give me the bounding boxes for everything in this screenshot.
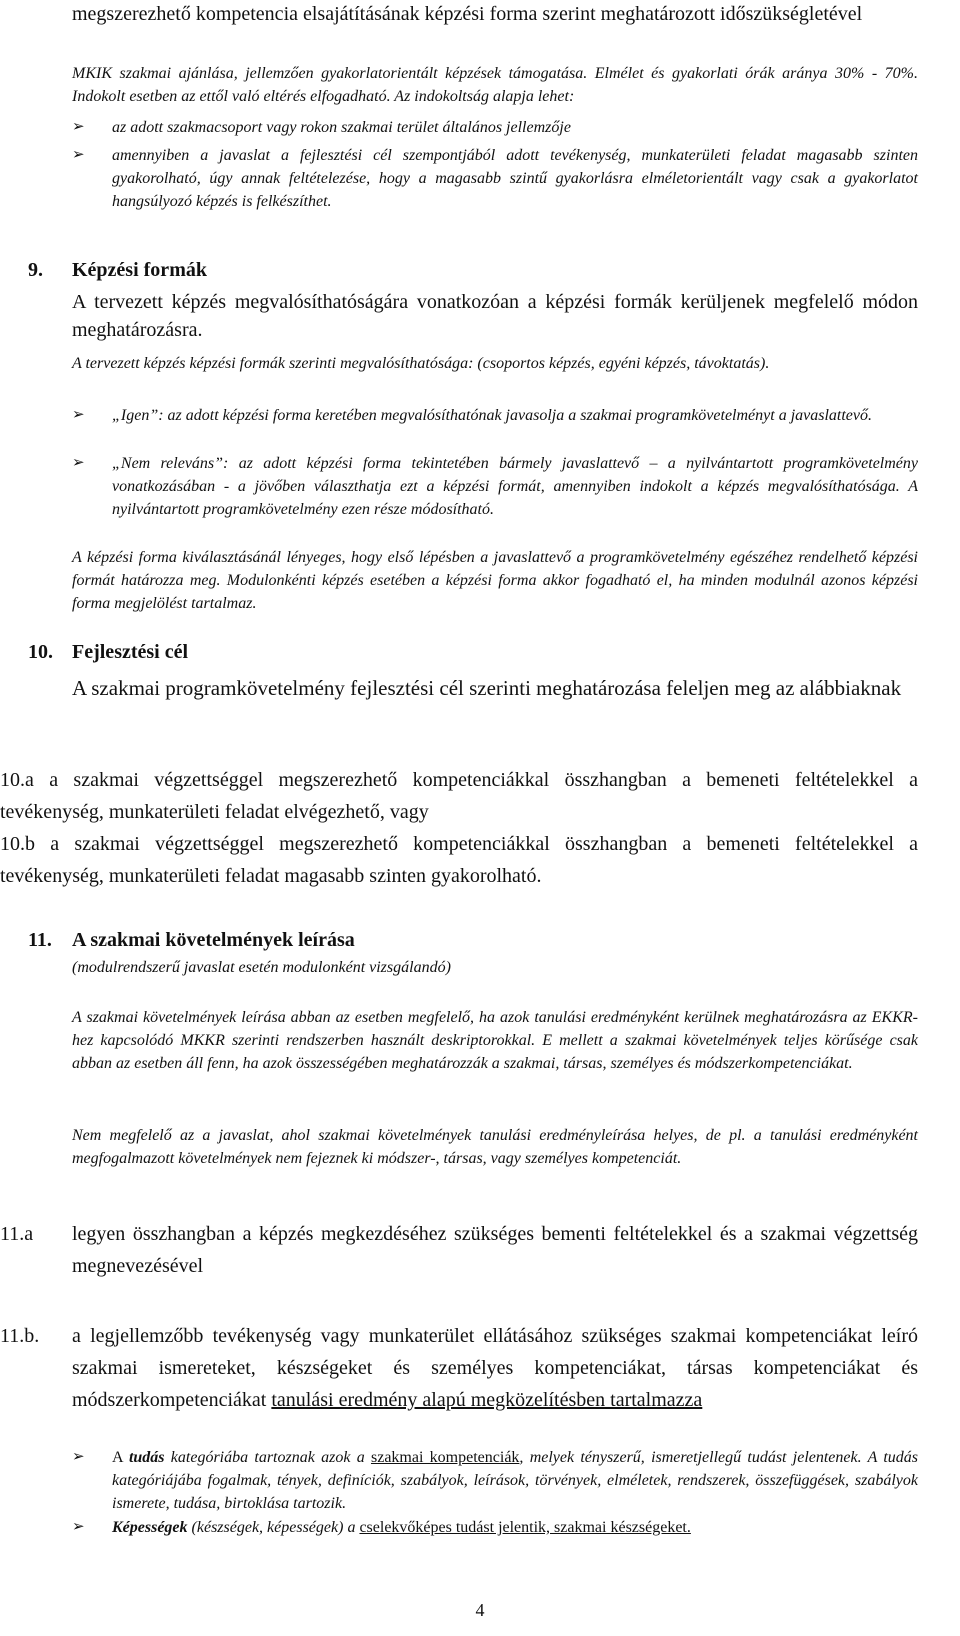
arrow-bullet-icon: ➢ — [72, 407, 85, 423]
section-10-intro: A szakmai programkövetelmény fejlesztési cél szerinti meghatározása feleljen meg az alábbiaknak — [72, 676, 902, 700]
bullet-text: „Igen”: az adott képzési forma keretében megvalósíthatónak javasolja a szakmai programkövetelményt a javaslattevő. — [112, 407, 872, 424]
bullet-item — [72, 452, 918, 521]
arrow-bullet-icon: ➢ — [72, 1449, 85, 1465]
section-11a — [0, 1218, 918, 1282]
section-9-note: A képzési forma kiválasztásánál lényeges, hogy első lépésben a javaslattevő a programkövetelmény egészéhez rendelhető képzési formát határozza meg. Modulonkénti képzés esetében a képzési forma akkor fogadható el, ha minden modulnál azonos képzési forma megjelölést tartalmaz. — [72, 549, 918, 612]
bullet-item — [72, 1516, 918, 1539]
item-text: a legjellemzőbb tevékenység vagy munkaterület ellátásához szükséges szakmai kompetenciákat leíró szakmai ismereteket, készségeket és személyes kompetenciákat, társas kompetenciákat és módszerkompetenciákat — [72, 1325, 918, 1411]
section-10-heading — [28, 638, 918, 666]
bullet-text-bold: tudás — [128, 1449, 165, 1466]
item-label: 11.a — [0, 1223, 34, 1245]
arrow-bullet-icon: ➢ — [72, 147, 85, 163]
bullet-item — [72, 1446, 918, 1515]
item-label: 11.b. — [0, 1325, 40, 1347]
bullet-item — [72, 144, 918, 213]
arrow-bullet-icon: ➢ — [72, 119, 85, 135]
section-number: 11. — [28, 929, 52, 951]
section-title: A szakmai követelmények leírása — [72, 929, 355, 951]
bullet-text-underlined: cselekvőképes tudást jelentik, szakmai készségeket. — [359, 1519, 691, 1536]
bullet-text: amennyiben a javaslat a fejlesztési cél szempontjából adott tevékenység, munkaterületi feladat magasabb szinten gyakorolható, úgy annak feltételezése, hogy a magasabb szintű gyakorlásra elméletorientált vagy csak a gyakorlatot hangsúlyozó képzés is felkészíthet. — [112, 147, 918, 210]
section-9-heading — [28, 256, 918, 284]
item-text-underlined: tanulási eredmény alapú megközelítésben tartalmazza — [271, 1389, 703, 1411]
bullet-text: kategóriába tartoznak azok a — [164, 1449, 371, 1466]
item-text: legyen összhangban a képzés megkezdéséhez szükséges bementi feltételekkel és a szakmai végzettség megnevezésével — [72, 1223, 918, 1277]
section-11-subtitle: (modulrendszerű javaslat esetén modulonként vizsgálandó) — [72, 959, 451, 976]
section-number: 9. — [28, 259, 43, 281]
section-9-sub: A tervezett képzés képzési formák szerinti megvalósíthatósága: (csoportos képzés, egyéni képzés, távoktatás). — [72, 355, 770, 372]
section-10a: 10.a a szakmai végzettséggel megszerezhető kompetenciákkal összhangban a bemeneti feltételekkel a tevékenység, munkaterületi feladat elvégezhető, vagy — [0, 769, 918, 823]
section-11-paragraph: A szakmai követelmények leírása abban az esetben megfelelő, ha azok tanulási eredményként kerülnek meghatározásra az EKKR-hez kapcsolódó MKKR szerinti rendszerben használt deskriptorokkal. E mellett a szakmai követelmények teljes körűsége csak abban az esetben áll fenn, ha azok összességében meghatározzák a szakmai, társas, személyes és módszerkompetenciákat. — [72, 1009, 918, 1072]
bullet-text-underlined: szakmai kompetenciák — [370, 1449, 520, 1466]
bullet-text: A — [112, 1449, 129, 1466]
section-11-heading — [28, 926, 918, 954]
top-line: megszerezhető kompetencia elsajátításának képzési forma szerint meghatározott időszükségletével — [72, 3, 863, 25]
section-10b: 10.b a szakmai végzettséggel megszerezhető kompetenciákkal összhangban a bemeneti feltételekkel a tevékenység, munkaterületi feladat magasabb szinten gyakorolható. — [0, 833, 918, 887]
bullet-text-bold: Képességek — [112, 1519, 188, 1536]
bullet-item — [72, 116, 918, 139]
bullet-text: az adott szakmacsoport vagy rokon szakmai terület általános jellemzője — [112, 119, 571, 136]
section-title: Fejlesztési cél — [72, 641, 189, 663]
section-9-intro: A tervezett képzés megvalósíthatóságára vonatkozóan a képzési formák kerüljenek megfelelő módon meghatározásra. — [72, 291, 918, 341]
arrow-bullet-icon: ➢ — [72, 1519, 85, 1535]
section-title: Képzési formák — [72, 259, 207, 281]
arrow-bullet-icon: ➢ — [72, 455, 85, 471]
page-number: 4 — [475, 1600, 485, 1620]
section-number: 10. — [28, 641, 53, 663]
bullet-item — [72, 404, 918, 427]
section-11-paragraph: Nem megfelelő az a javaslat, ahol szakmai követelmények tanulási eredményleírása helyes, de pl. a tanulási eredményként megfogalmazott követelmények nem fejeznek ki módszer-, társas, vagy személyes kompetenciát. — [72, 1127, 918, 1167]
bullet-text: (készségek, képességek) a — [187, 1519, 360, 1536]
section-11b — [0, 1320, 918, 1416]
mkik-paragraph: MKIK szakmai ajánlása, jellemzően gyakorlatorientált képzések támogatása. Elmélet és gyakorlati órák aránya 30% - 70%. Indokolt esetben az ettől való eltérés elfogadható. Az indokoltság alapja lehet: — [72, 65, 918, 105]
bullet-text: „Nem releváns”: az adott képzési forma tekintetében bármely javaslattevő – a nyilvántartott programkövetelmény vonatkozásában - a jövőben választhatja ezt a képzési formát, amennyiben indokolt a képzés megvalósíthatósága. A nyilvántartott programkövetelmény ezen része módosítható. — [112, 455, 918, 518]
bullet-text: , melyek tényszerű, ismeretjellegű tudást jelentenek. A tudás kategóriájába fogalmak, tények, definíciók, szabályok, leírások, törvények, elméletek, rendszerek, összefüggések, szabályok ismerete, tudása, birtoklása tartozik. — [112, 1449, 919, 1512]
